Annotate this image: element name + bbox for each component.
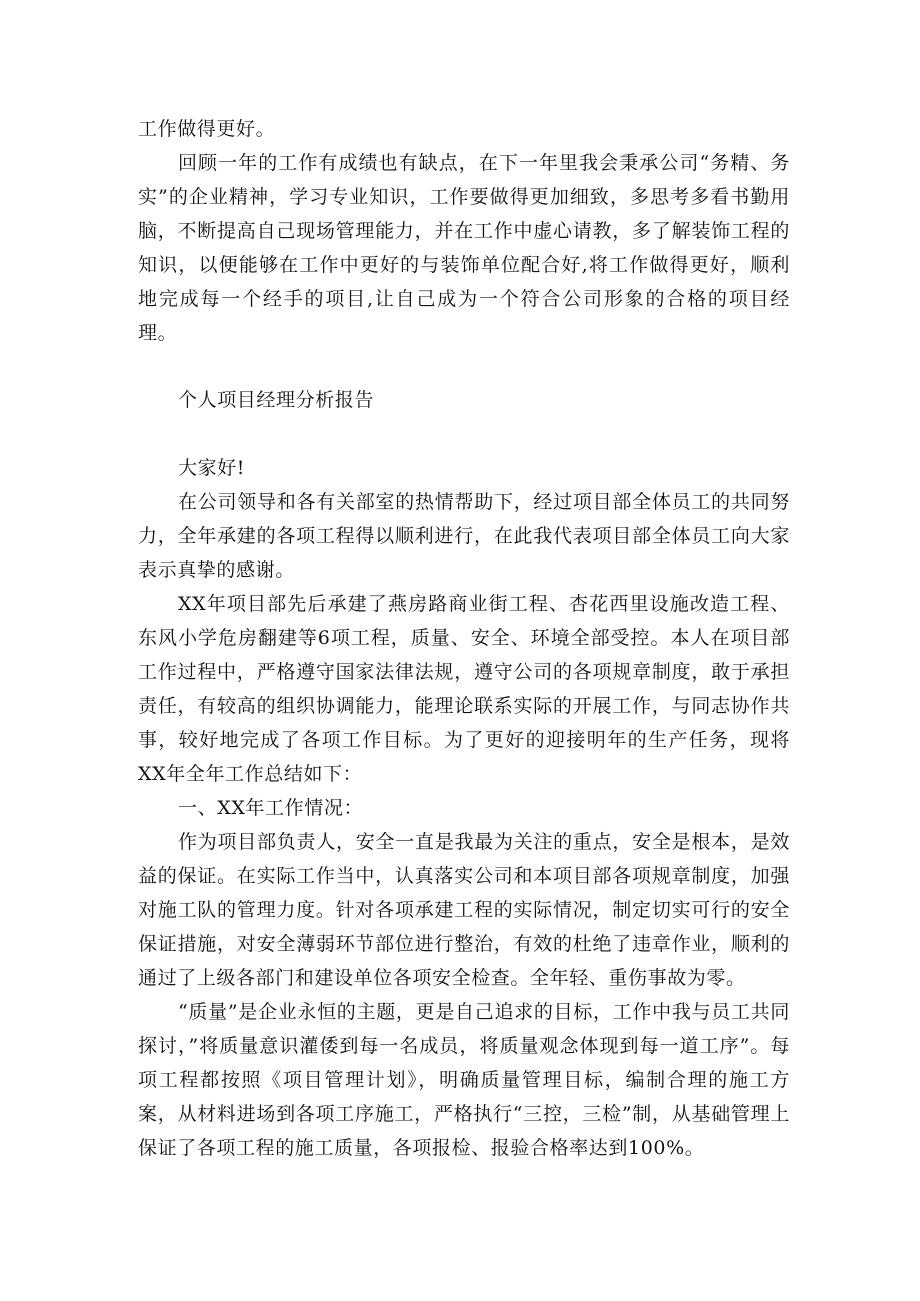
greeting: 大家好! [178,457,246,479]
text-block-body [138,451,790,1165]
paragraph-safety: 作为项目部负责人，安全一直是我最为关注的重点，安全是根本，是效益的保证。在实际工作当中，认真落实公司和本项目部各项规章制度，加强对施工队的管理力度。针对各项承建工程的实际情况，制定切实可行的安全保证措施，对安全薄弱环节部位进行整治，有效的杜绝了违章作业，顺利的通过了上级各部门和建设单位各项安全检查。全年轻、重伤事故为零。 [138,831,790,989]
text-block-top [138,112,790,350]
paragraph-review: 回顾一年的工作有成绩也有缺点，在下一年里我会秉承公司“务精、务实”的企业精神，学习专业知识，工作要做得更加细致，多思考多看书勤用脑，不断提高自己现场管理能力，并在工作中虚心请教，多了解装饰工程的知识，以便能够在工作中更好的与装饰单位配合好,将工作做得更好，顺利地完成每一个经手的项目,让自己成为一个符合公司形象的合格的项目经理。 [138,152,790,344]
paragraph-projects: XX年项目部先后承建了燕房路商业街工程、杏花西里设施改造工程、东风小学危房翻建等6项工程，质量、安全、环境全部受控。本人在项目部工作过程中，严格遵守国家法律法规，遵守公司的各项规章制度，敢于承担责任，有较高的组织协调能力，能理论联系实际的开展工作，与同志协作共事，较好地完成了各项工作目标。为了更好的迎接明年的生产任务，现将XX年全年工作总结如下： [138,593,790,785]
heading-work-status: 一、XX年工作情况： [178,797,364,819]
paragraph-continuation: 工作做得更好。 [138,118,276,140]
paragraph-quality: “质量”是企业永恒的主题，更是自己追求的目标，工作中我与员工共同探讨，”将质量意识灌倭到每一名成员，将质量观念体现到每一道工序”。每项工程都按照《项目管理计划》，明确质量管理目标，编制合理的施工方案，从材料进场到各项工序施工，严格执行“三控，三检”制，从基础管理上保证了各项工程的施工质量，各项报检、报验合格率达到100%。 [138,1001,790,1159]
text-block-title [138,383,790,417]
paragraph-thanks: 在公司领导和各有关部室的热情帮助下，经过项目部全体员工的共同努力，全年承建的各项工程得以顺利进行，在此我代表项目部全体员工向大家表示真挚的感谢。 [138,491,790,581]
section-title: 个人项目经理分析报告 [178,389,375,411]
